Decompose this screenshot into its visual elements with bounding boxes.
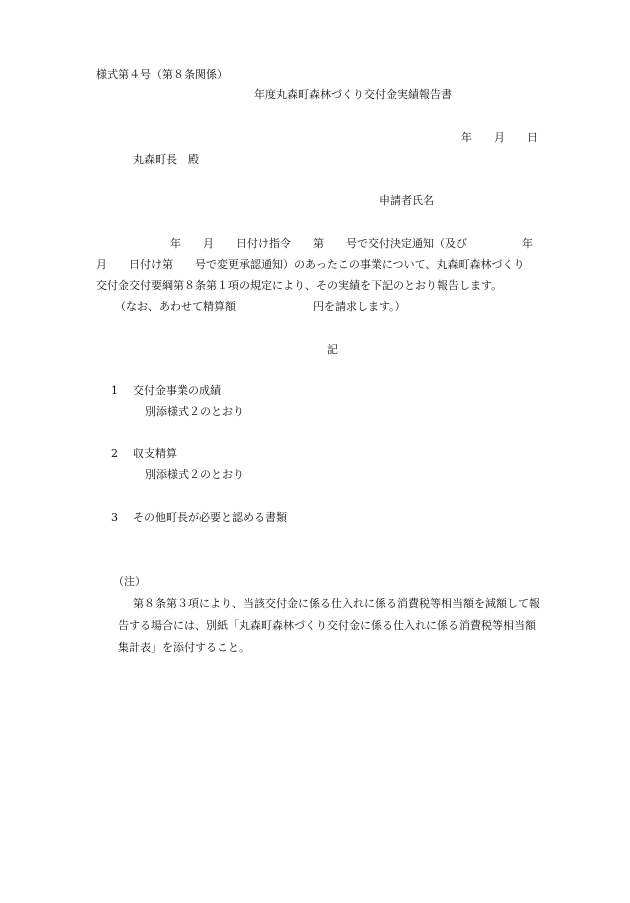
body-line-1: 年 月 日付け指令 第 号で交付決定通知（及び 年 (170, 237, 533, 250)
item-1-title: 交付金事業の成績 (133, 384, 221, 397)
body-line-4: （なお、あわせて精算額 円を請求します。） (115, 300, 406, 313)
item-3-title: その他町長が必要と認める書類 (133, 511, 287, 524)
item-2-detail: 別添様式２のとおり (145, 468, 244, 481)
document-title: 年度丸森町森林づくり交付金実績報告書 (254, 88, 452, 101)
ki-heading: 記 (327, 343, 338, 356)
item-3-number: 3 (111, 511, 118, 524)
note-line-2: 告する場合には、別紙「丸森町森林づくり交付金に係る仕入れに係る消費税等相当額 (118, 619, 536, 632)
item-2-title: 収支精算 (133, 447, 177, 460)
note-label: （注） (113, 575, 146, 588)
body-line-3: 交付金交付要綱第８条第１項の規定により、その実績を下記のとおり報告します。 (96, 279, 503, 292)
form-number: 様式第４号（第８条関係） (96, 68, 228, 81)
item-1-detail: 別添様式２のとおり (145, 405, 244, 418)
addressee: 丸森町長 殿 (133, 153, 199, 166)
note-line-3: 集計表」を添付すること。 (118, 641, 250, 654)
item-2-number: 2 (111, 447, 118, 460)
body-line-2: 月 日付け第 号で変更承認通知）のあったこの事業について、丸森町森林づくり (96, 258, 525, 271)
applicant-name-label: 申請者氏名 (379, 194, 434, 207)
date-line: 年 月 日 (461, 131, 538, 144)
item-1-number: 1 (111, 384, 118, 397)
note-line-1: 第８条第３項により、当該交付金に係る仕入れに係る消費税等相当額を減額して報 (133, 597, 540, 610)
